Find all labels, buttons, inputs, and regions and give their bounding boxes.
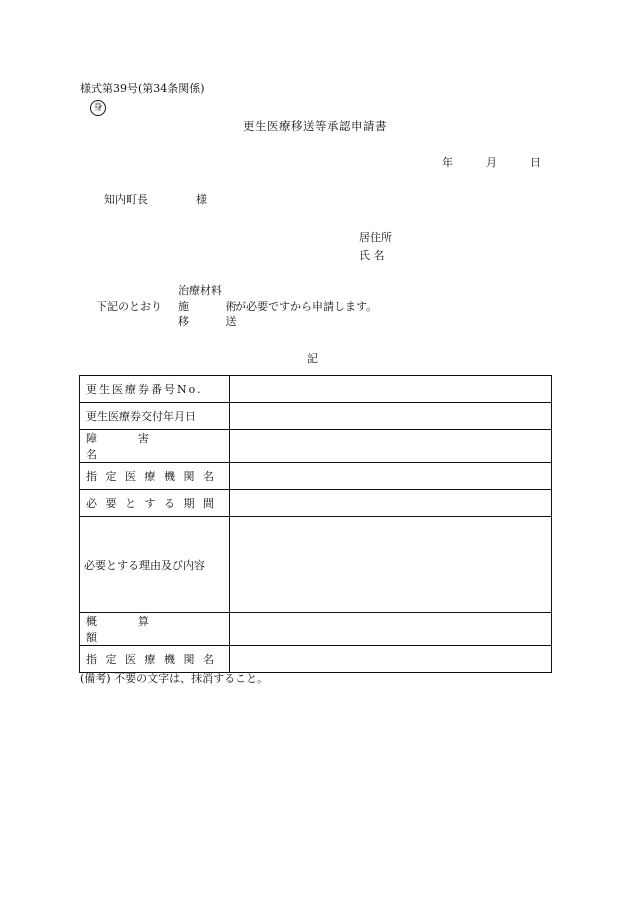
- table-row: [80, 646, 552, 673]
- date-line: [442, 157, 541, 168]
- spread-label: 更生医療券番号No.: [86, 383, 203, 396]
- row-label-estimate: 概算額: [80, 613, 230, 646]
- date-year: 年: [442, 156, 453, 169]
- ki-heading: 記: [307, 352, 318, 365]
- field-estimate[interactable]: [230, 613, 552, 646]
- name-label: 氏 名: [359, 249, 385, 262]
- remarks-note: (備考) 不要の文字は、抹消すること。: [80, 672, 269, 685]
- addressee-honorific: 様: [196, 193, 207, 206]
- table-row: [80, 517, 552, 613]
- document-title: 更生医療移送等承認申請書: [243, 119, 387, 133]
- body-stamp-mark: 身: [90, 100, 106, 116]
- field-ticket-number[interactable]: [230, 376, 552, 403]
- field-institution-2[interactable]: [230, 646, 552, 673]
- table-row: [80, 463, 552, 490]
- row-label-period: 必要とする期間: [80, 490, 230, 517]
- field-issue-date[interactable]: [230, 403, 552, 430]
- option-procedure-text: 施 術: [178, 300, 253, 313]
- date-day: 日: [530, 156, 541, 169]
- table-row: [80, 403, 552, 430]
- row-label-reason: 必要とする理由及び内容: [80, 517, 230, 613]
- request-prefix: 下記のとおり: [96, 300, 162, 313]
- application-table: [79, 375, 552, 673]
- option-treatment-materials: 治療材料: [178, 284, 222, 297]
- addressee-name: 知内町長: [104, 193, 148, 206]
- option-procedure: [178, 300, 253, 313]
- field-disability[interactable]: [230, 430, 552, 463]
- field-reason[interactable]: [230, 517, 552, 613]
- row-label-issue-date: 更生医療券交付年月日: [80, 403, 230, 430]
- row-label-disability: 障害名: [80, 430, 230, 463]
- table-row: [80, 430, 552, 463]
- option-transport-text: 移 送: [178, 315, 253, 328]
- table-row: [80, 613, 552, 646]
- table-row: [80, 376, 552, 403]
- date-month: 月: [486, 156, 497, 169]
- option-transport: [178, 316, 253, 327]
- request-suffix: が必要ですから申請します。: [235, 300, 378, 313]
- row-label-institution: 指定医療機関名: [80, 463, 230, 490]
- row-label-institution-2: 指定医療機関名: [80, 646, 230, 673]
- form-number: 様式第39号(第34条関係): [80, 82, 205, 95]
- row-label-ticket-number: [80, 376, 230, 403]
- field-institution[interactable]: [230, 463, 552, 490]
- field-period[interactable]: [230, 490, 552, 517]
- table-row: [80, 490, 552, 517]
- address-label: 居住所: [359, 231, 392, 244]
